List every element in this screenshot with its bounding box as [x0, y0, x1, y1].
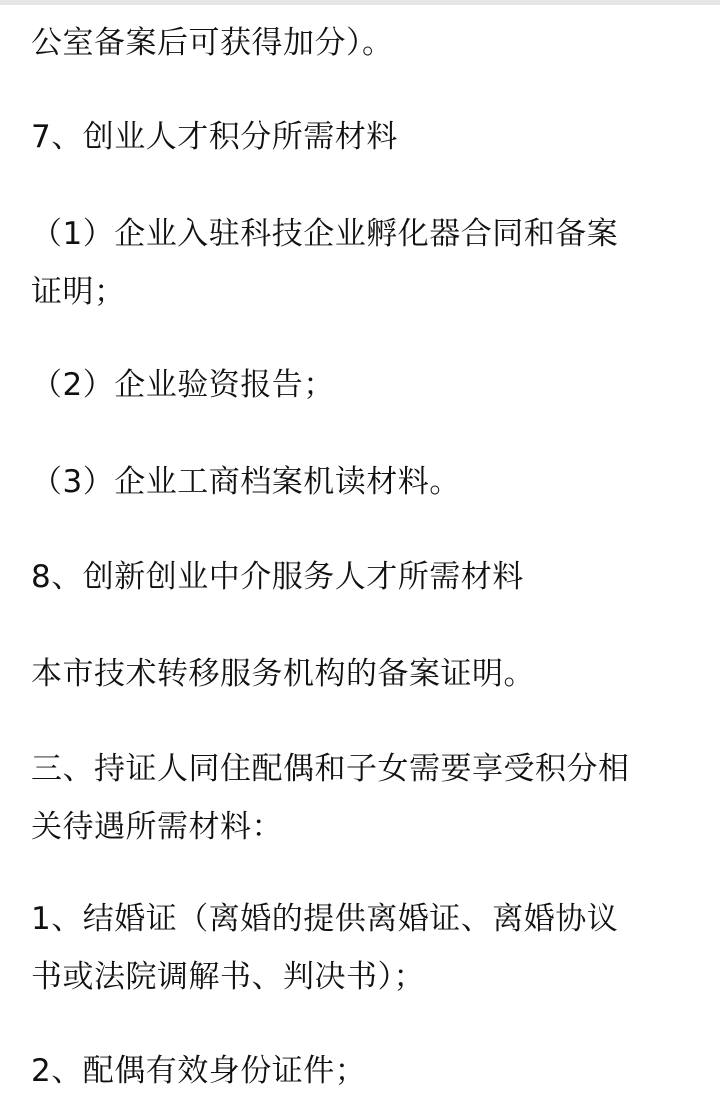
paragraph-line: 1、结婚证（离婚的提供离婚证、离婚协议 [31, 901, 619, 937]
numbered-item-1 [31, 890, 693, 1006]
paragraph-line: 2、配偶有效身份证件； [31, 1053, 367, 1089]
paragraph-line: 7、创业人才积分所需材料 [31, 119, 398, 155]
section-heading-8 [31, 548, 693, 606]
paragraph-line: 三、持证人同住配偶和子女需要享受积分相 [31, 751, 630, 787]
paragraph-line: 公室备案后可获得加分）。 [31, 25, 394, 61]
list-item-3 [31, 453, 693, 511]
paragraph-line: （2）企业验资报告； [31, 367, 335, 403]
numbered-item-2 [31, 1042, 693, 1100]
paragraph-line: 本市技术转移服务机构的备案证明。 [31, 656, 535, 692]
paragraph-line: 关待遇所需材料： [31, 809, 283, 845]
section-heading-7 [31, 108, 693, 166]
list-item-1 [31, 205, 693, 321]
list-item-2 [31, 356, 693, 414]
paragraph-line: 书或法院调解书、判决书）； [31, 959, 425, 995]
paragraph-line: （3）企业工商档案机读材料。 [31, 464, 461, 500]
paragraph-line: 证明； [31, 274, 126, 310]
paragraph-continuation [31, 14, 693, 72]
paragraph-body [31, 645, 693, 703]
section-heading-3 [31, 740, 693, 856]
top-divider [0, 0, 720, 5]
paragraph-line: 8、创新创业中介服务人才所需材料 [31, 559, 524, 595]
paragraph-line: （1）企业入驻科技企业孵化器合同和备案 [31, 216, 619, 252]
